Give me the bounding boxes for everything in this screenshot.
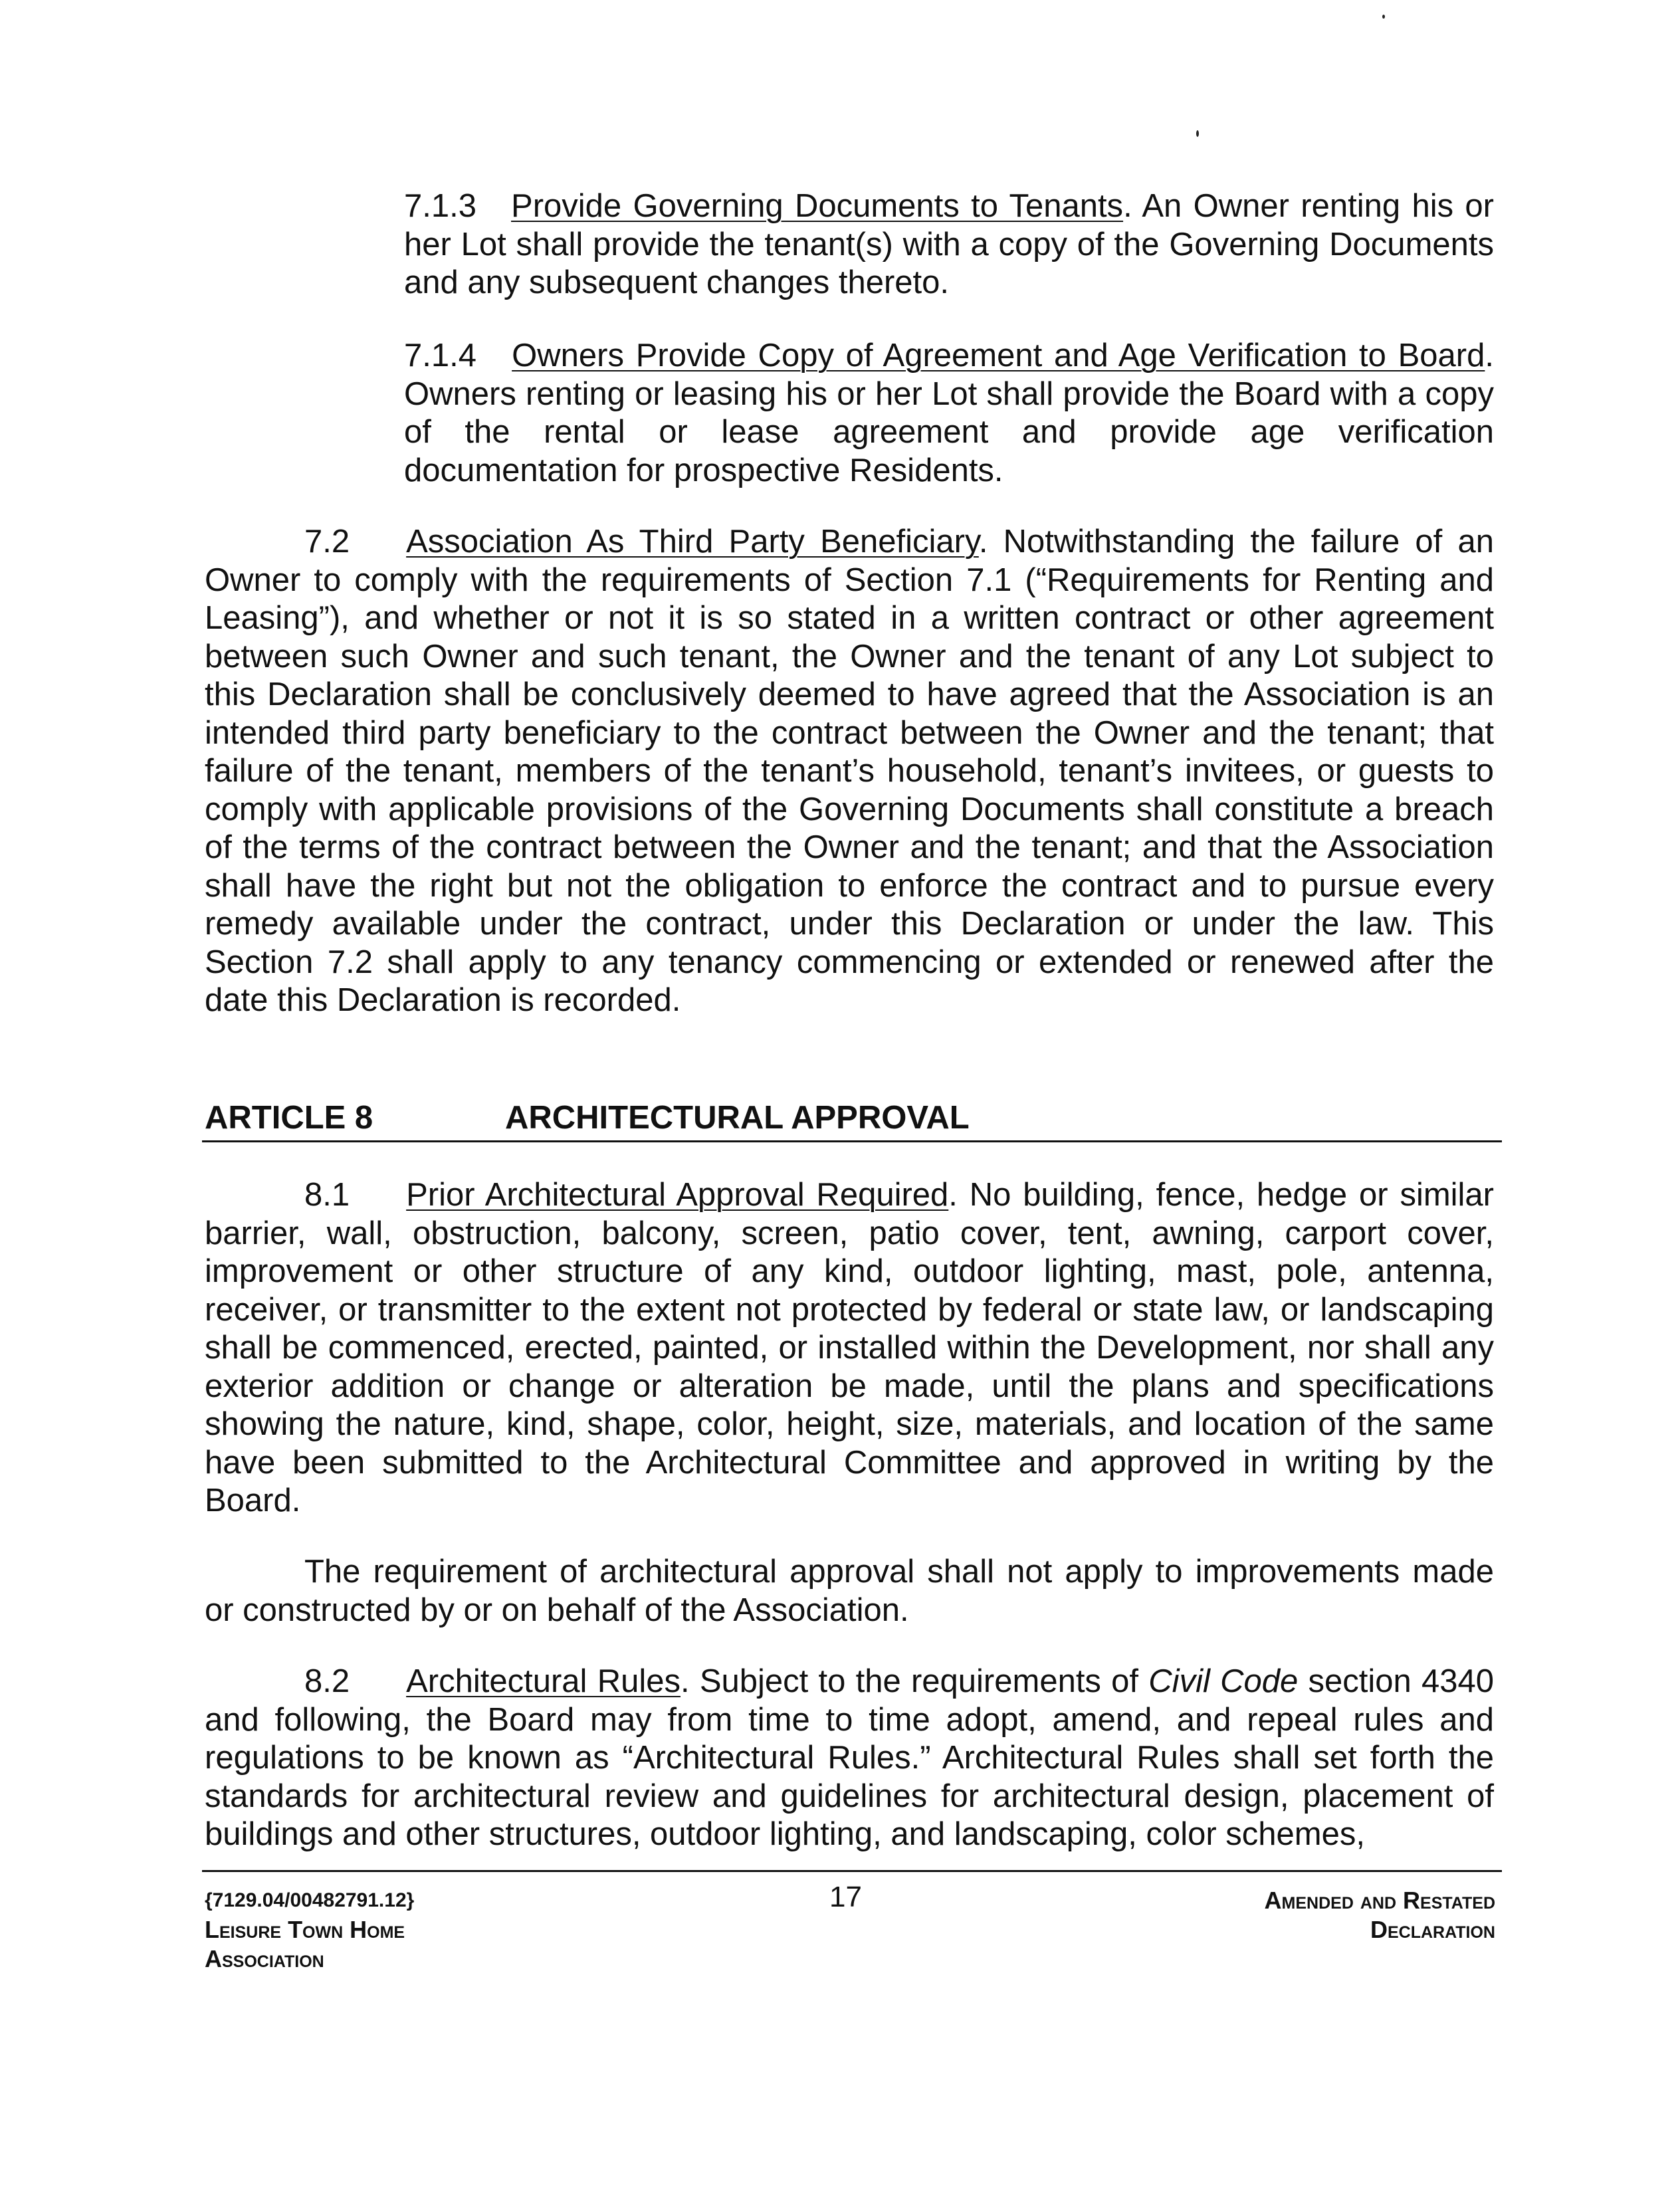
- section-heading: Provide Governing Documents to Tenants: [511, 188, 1124, 224]
- italic-term: Civil Code: [1148, 1663, 1299, 1699]
- section-8-1: [205, 1176, 1494, 1520]
- footer-org-line1: Leisure Town Home: [205, 1916, 405, 1943]
- section-number: 7.1.3: [404, 188, 476, 224]
- footer-page-number: 17: [829, 1881, 862, 1913]
- section-heading: Architectural Rules: [406, 1663, 681, 1699]
- paragraph-text: The requirement of architectural approval shall not apply to improvements made or constructed by or on behalf of the Association.: [205, 1554, 1494, 1628]
- footer-doc-id: {7129.04/00482791.12}: [205, 1889, 415, 1911]
- footer-title-line1: Amended and Restated: [1264, 1887, 1495, 1914]
- section-body: . Notwithstanding the failure of an Owner to comply with the requirements of Section 7.1 (“Requirements for Renting and Leasing”), and whether or not it is so stated in a written contract or other agreement between such Owner and such tenant, the Owner and the tenant of any Lot subject to this Declaration shall be conclusively deemed to have agreed that the Association is an intended third party beneficiary to the contract between the Owner and the tenant; that failure of the tenant, members of the tenant’s household, tenant’s invitees, or guests to comply with applicable provisions of the Governing Documents shall constitute a breach of the terms of the contract between the Owner and the tenant; and that the Association shall have the right but not the obligation to enforce the contract and to pursue every remedy available under the contract, under this Declaration or under the law. This Section 7.2 shall apply to any tenancy commencing or extended or renewed after the date this Declaration is recorded.: [205, 524, 1494, 1018]
- section-body: . An Owner renting his or her Lot shall provide the tenant(s) with a copy of the Governing Documents and any subsequent changes thereto.: [404, 188, 1494, 300]
- section-8-1-note: [205, 1553, 1494, 1629]
- section-body: . Owners renting or leasing his or her Lot shall provide the Board with a copy of the rental or lease agreement and provide age verification documentation for prospective Residents.: [404, 338, 1494, 488]
- section-7-1-4: [404, 337, 1494, 490]
- section-8-2: [205, 1663, 1494, 1854]
- section-body: . Subject to the requirements of: [680, 1663, 1149, 1699]
- section-heading: Association As Third Party Beneficiary: [406, 524, 979, 560]
- section-body-continued: section 4340 and following, the Board may from time to time adopt, amend, and repeal rules and regulations to be known as “Architectural Rules.” Architectural Rules shall set forth the standards for architectural review and guidelines for architectural design, placement of buildings and other structures, outdoor lighting, and landscaping, color schemes,: [205, 1663, 1494, 1852]
- footer-divider: [202, 1870, 1502, 1872]
- section-number: 8.1: [304, 1177, 350, 1213]
- section-body: . No building, fence, hedge or similar barrier, wall, obstruction, balcony, screen, patio cover, tent, awning, carport cover, improvement or other structure of any kind, outdoor lighting, mast, pole, antenna, receiver, or transmitter to the extent not protected by federal or state law, or landscaping shall be commenced, erected, painted, or installed within the Development, nor shall any exterior addition or change or alteration be made, until the plans and specifications showing the nature, kind, shape, color, height, size, materials, and location of the same have been submitted to the Architectural Committee and approved in writing by the Board.: [205, 1177, 1494, 1518]
- scan-speck: [1382, 15, 1385, 19]
- article-divider: [202, 1140, 1502, 1142]
- footer-title-line2: Declaration: [1370, 1916, 1495, 1943]
- article-heading: [205, 1097, 1501, 1138]
- section-7-1-3: [404, 187, 1494, 302]
- article-title: ARCHITECTURAL APPROVAL: [505, 1100, 970, 1136]
- footer-left: [205, 1886, 414, 1974]
- section-number: 7.1.4: [404, 338, 476, 373]
- footer-right: [1103, 1886, 1495, 1944]
- footer-org-line2: Association: [205, 1945, 324, 1972]
- section-number: 7.2: [304, 524, 350, 560]
- section-heading: Prior Architectural Approval Required: [406, 1177, 949, 1213]
- scan-speck: [1196, 130, 1199, 137]
- article-label: ARTICLE 8: [205, 1100, 373, 1136]
- section-number: 8.2: [304, 1663, 350, 1699]
- section-heading: Owners Provide Copy of Agreement and Age Verification to Board: [512, 338, 1485, 373]
- section-7-2: [205, 523, 1494, 1020]
